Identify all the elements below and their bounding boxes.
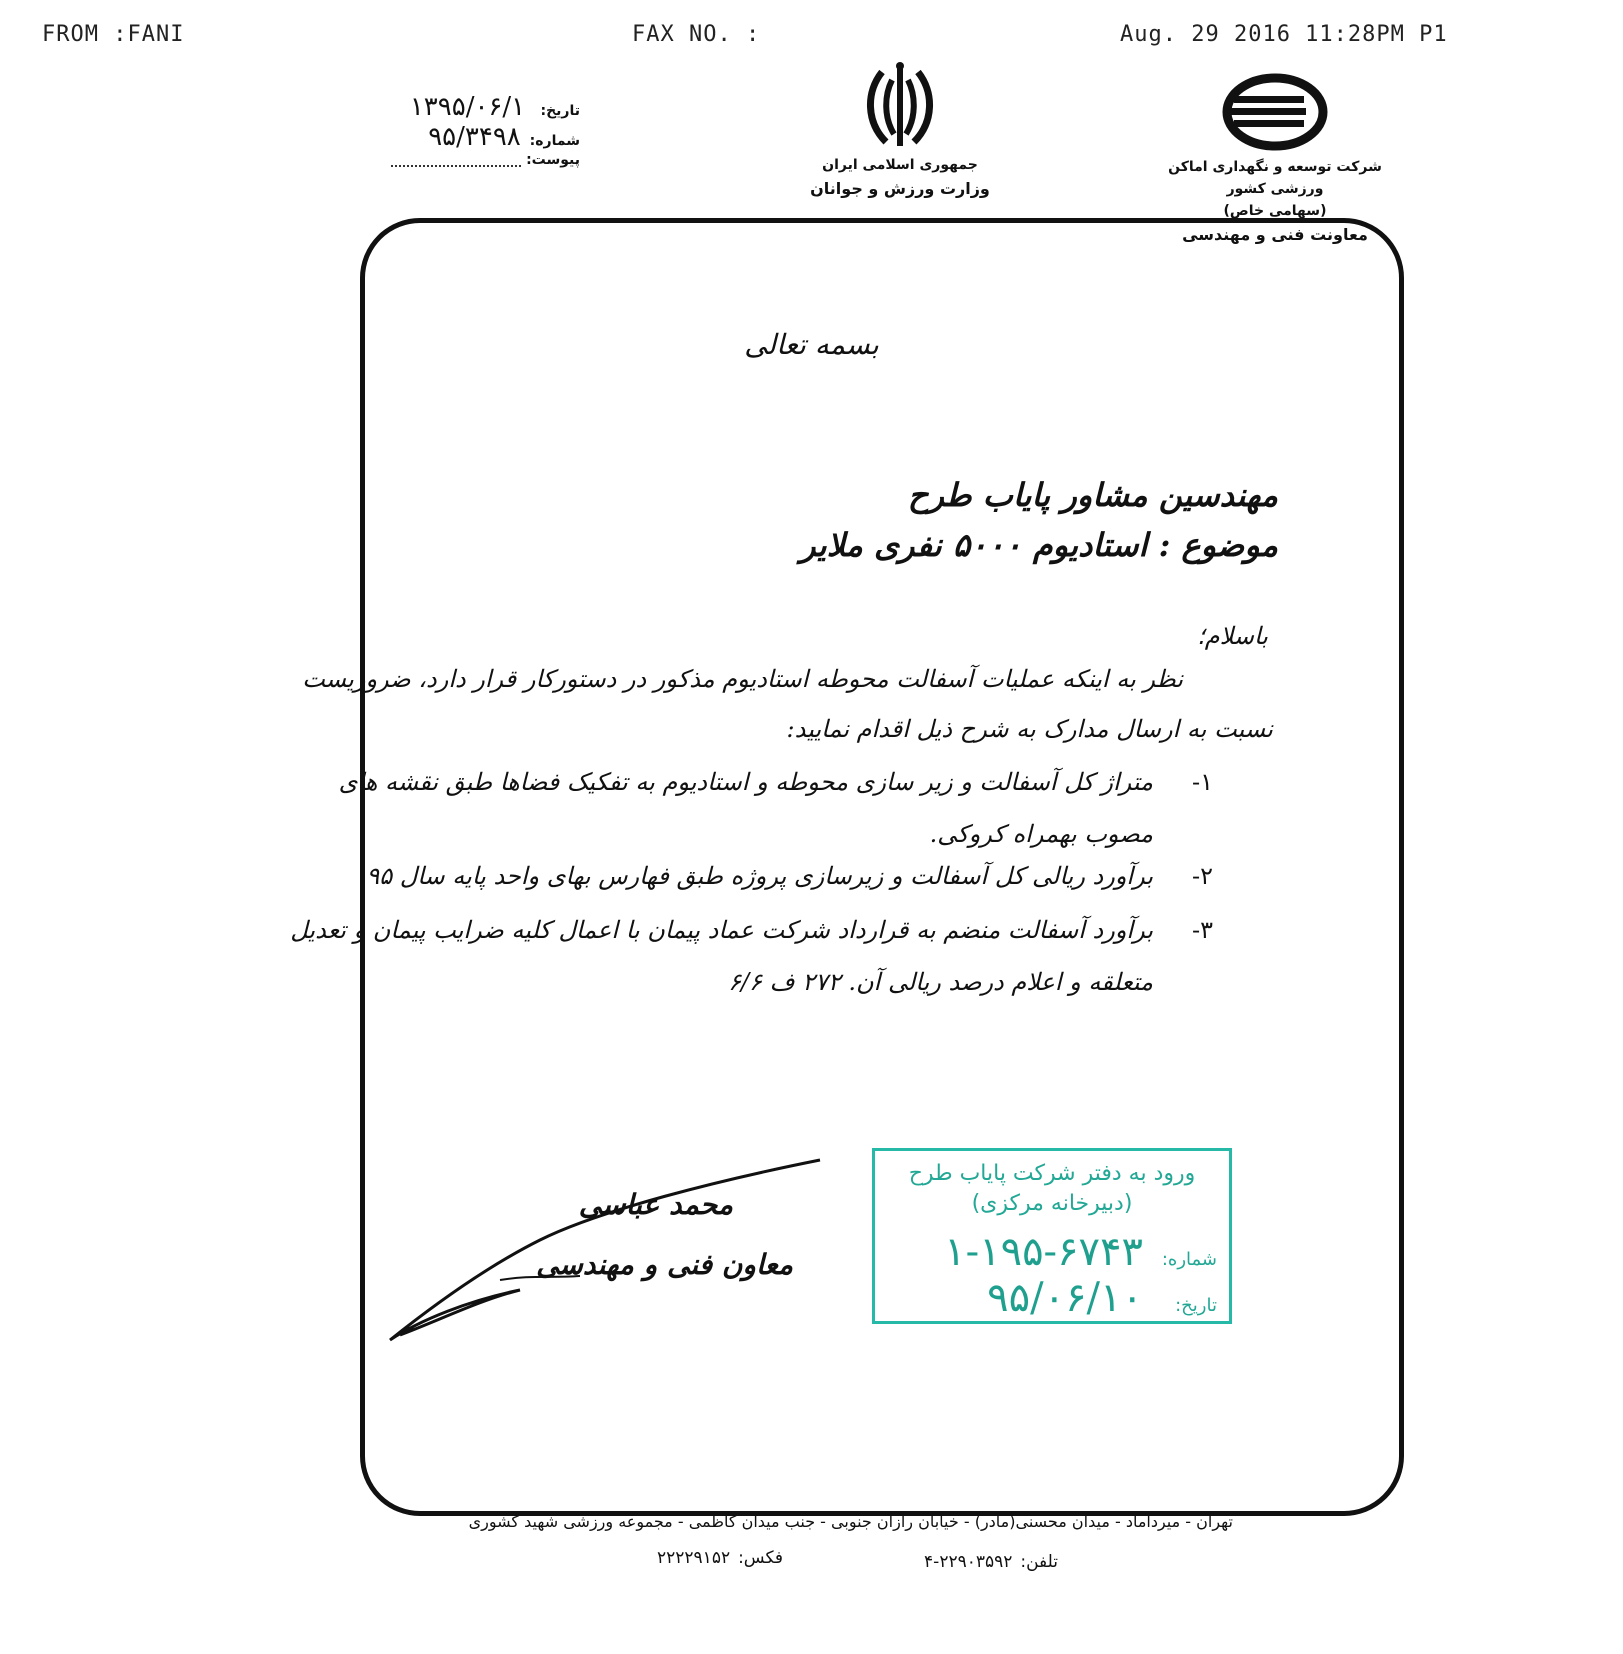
number-label: شماره: — [529, 133, 580, 149]
stamp-number-value: ۱-۱۹۵-۶۷۴۳ — [944, 1229, 1143, 1275]
stamp-number-label: شماره: — [1161, 1249, 1217, 1270]
iran-emblem-icon — [860, 62, 940, 150]
list-item — [339, 768, 1213, 796]
number-row — [330, 122, 580, 152]
footer-fax — [657, 1548, 783, 1568]
stamp-number-row — [887, 1229, 1217, 1275]
greeting-line: باسلام؛ — [1197, 622, 1268, 650]
company-name: شرکت توسعه و نگهداری اماکن ورزشی کشور — [1168, 159, 1382, 197]
company-type: (سهامی خاص) — [1223, 203, 1327, 219]
signatory-title: معاون فنی و مهندسی — [536, 1248, 793, 1281]
date-label: تاریخ: — [540, 103, 580, 119]
fax-value: ۲۲۲۲۹۱۵۲ — [657, 1548, 731, 1568]
stamp-subtitle: (دبیرخانه مرکزی) — [971, 1191, 1133, 1216]
stamp-title: ورود به دفتر شرکت پایاب طرح — [908, 1161, 1196, 1186]
phone-value: ۲۲۹۰۳۵۹۲-۴ — [924, 1552, 1013, 1572]
list-item-text: برآورد ریالی کل آسفالت و زیرسازی پروژه طبق فهارس بهای واحد پایه سال ۹۵. — [358, 862, 1153, 890]
recipient-line: مهندسین مشاور پایاب طرح — [907, 476, 1278, 514]
signatory-name: محمد عباسی — [578, 1188, 733, 1221]
date-row — [330, 92, 580, 122]
date-value: ۱۳۹۵/۰۶/۱ — [409, 92, 526, 122]
list-item-text: متراژ کل آسفالت و زیر سازی محوطه و استادیوم به تفکیک فضاها طبق نقشه های — [338, 768, 1153, 796]
department-name: معاونت فنی و مهندسی — [1182, 225, 1368, 244]
body-paragraph-2: نسبت به ارسال مدارک به شرح ذیل اقدام نمایید: — [786, 715, 1273, 743]
list-item-number: ۱- — [1192, 768, 1213, 796]
subject-line: موضوع : استادیوم ۵۰۰۰ نفری ملایر — [800, 526, 1278, 564]
list-item-number: ۳- — [1192, 916, 1213, 944]
footer-address: تهران - میرداماد - میدان محسنی(مادر) - خیابان رازان جنوبی - جنب میدان کاظمی - مجموعه ورزشی شهید کشوری — [468, 1512, 1233, 1531]
attachment-row — [330, 152, 580, 182]
attachment-label: پیوست: — [526, 152, 580, 168]
fax-datetime-text: Aug. 29 2016 11:28PM P1 — [1120, 22, 1448, 47]
phone-label: تلفن: — [1020, 1552, 1058, 1572]
fax-number-text: FAX NO. : — [632, 22, 761, 47]
number-value: ۹۵/۳۴۹۸ — [428, 122, 521, 152]
list-item-number: ۲- — [1192, 862, 1213, 890]
stamp-date-label: تاریخ: — [1175, 1295, 1217, 1316]
fax-from-text: FROM :FANI — [42, 22, 185, 47]
basmala-heading: بسمه تعالی — [744, 328, 879, 361]
stamp-date-row — [887, 1275, 1217, 1321]
letter-meta — [330, 92, 580, 182]
attachment-blank — [391, 153, 521, 167]
government-letterhead — [795, 62, 1005, 202]
stamp-date-value: ۹۵/۰۶/۱۰ — [987, 1275, 1143, 1321]
republic-name: جمهوری اسلامی ایران — [822, 157, 978, 173]
list-item-text: برآورد آسفالت منضم به قرارداد شرکت عماد پیمان با اعمال کلیه ضرایب پیمان و تعدیل — [290, 916, 1153, 944]
list-item — [290, 916, 1213, 944]
ministry-name: وزارت ورزش و جوانان — [810, 179, 990, 198]
fax-label: فکس: — [738, 1548, 783, 1568]
footer-phone — [924, 1552, 1058, 1572]
body-paragraph-1: نظر به اینکه عملیات آسفالت محوطه استادیوم مذکور در دستورکار قرار دارد، ضروریست — [302, 665, 1183, 693]
company-logo-icon — [1220, 72, 1330, 152]
list-item-continuation: مصوب بهمراه کروکی. — [929, 820, 1153, 848]
list-item — [359, 862, 1213, 890]
received-stamp — [872, 1148, 1232, 1324]
list-item-continuation: متعلقه و اعلام درصد ریالی آن. ۲۷۲ ف ۶/۶ — [728, 968, 1153, 996]
